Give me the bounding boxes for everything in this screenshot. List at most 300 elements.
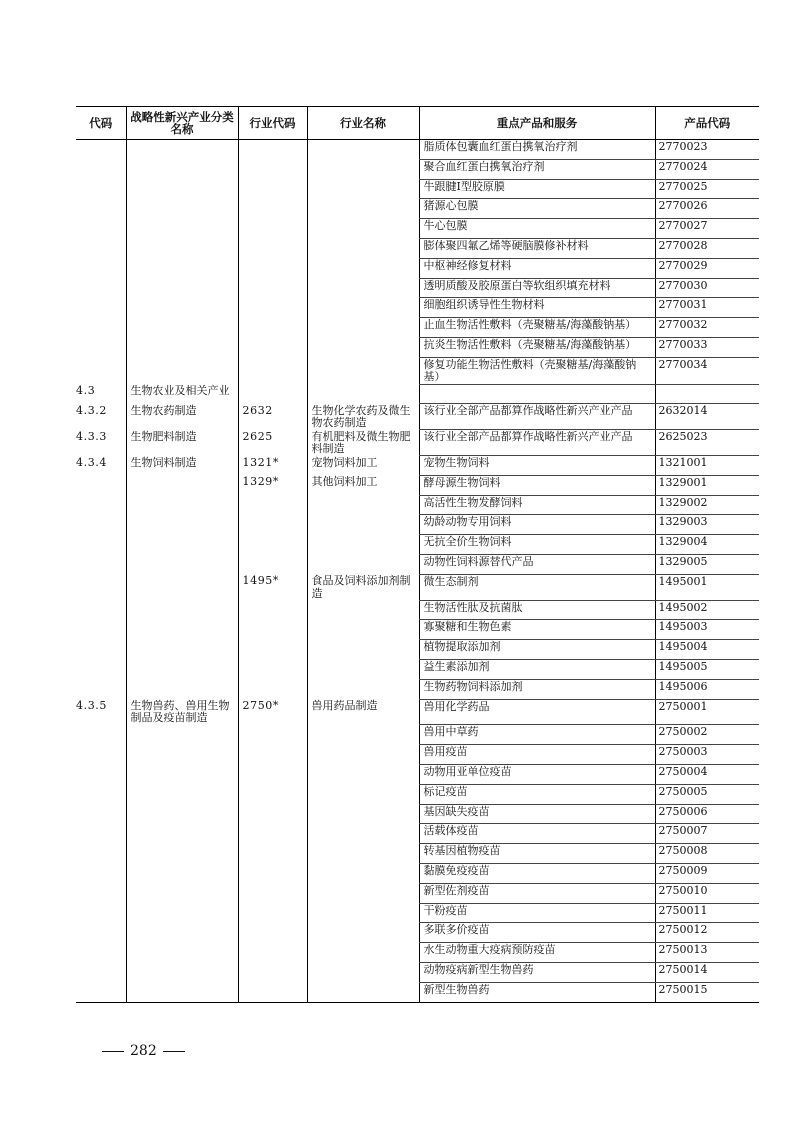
row-category — [126, 863, 238, 883]
row-industry-code — [238, 620, 307, 640]
row-category — [126, 679, 238, 699]
row-code — [76, 258, 126, 278]
row-product-code: 1495004 — [655, 640, 759, 660]
row-code — [76, 318, 126, 338]
row-product-code: 2770025 — [655, 179, 759, 199]
table-row — [76, 337, 759, 357]
table-row — [76, 943, 759, 963]
table-row — [76, 600, 759, 620]
row-product: 无抗全价生物饲料 — [419, 535, 655, 555]
footer-dash-right — [163, 1051, 185, 1052]
row-product: 植物提取添加剂 — [419, 640, 655, 660]
table-row — [76, 278, 759, 298]
table-row — [76, 764, 759, 784]
row-industry-name — [307, 804, 419, 824]
table-row — [76, 804, 759, 824]
row-product-code: 2770029 — [655, 258, 759, 278]
row-industry-code: 2625 — [238, 430, 307, 456]
row-product-code — [655, 384, 759, 404]
row-category — [126, 238, 238, 258]
row-product: 幼龄动物专用饲料 — [419, 515, 655, 535]
row-industry-code — [238, 725, 307, 745]
row-category — [126, 659, 238, 679]
row-category: 生物饲料制造 — [126, 456, 238, 476]
row-code — [76, 140, 126, 160]
table-row — [76, 298, 759, 318]
row-product: 牛心包膜 — [419, 219, 655, 239]
row-code — [76, 903, 126, 923]
table-row — [76, 238, 759, 258]
table-row — [76, 140, 759, 160]
row-product: 生物活性肽及抗菌肽 — [419, 600, 655, 620]
row-code: 4.3.4 — [76, 455, 107, 469]
row-product-code: 2770031 — [655, 298, 759, 318]
table-row — [76, 384, 759, 404]
row-industry-name — [307, 923, 419, 943]
table-row — [76, 883, 759, 903]
row-product: 动物疫病新型生物兽药 — [419, 962, 655, 982]
row-code — [76, 620, 126, 640]
header-industry-name: 行业名称 — [307, 107, 419, 140]
row-product: 聚合血红蛋白携氧治疗剂 — [419, 159, 655, 179]
row-industry-code — [238, 140, 307, 160]
row-category — [126, 640, 238, 660]
row-industry-name — [307, 824, 419, 844]
row-industry-code — [238, 159, 307, 179]
header-industry-code: 行业代码 — [238, 107, 307, 140]
row-product: 兽用疫苗 — [419, 745, 655, 765]
table-body — [76, 140, 759, 1003]
row-product-code: 2750005 — [655, 784, 759, 804]
table-row — [76, 640, 759, 660]
row-industry-name — [307, 962, 419, 982]
row-industry-code — [238, 962, 307, 982]
footer-dash-left — [102, 1051, 124, 1052]
row-code — [76, 943, 126, 963]
row-industry-name — [307, 219, 419, 239]
table-row — [76, 824, 759, 844]
row-product-code: 2750009 — [655, 863, 759, 883]
row-industry-code — [238, 238, 307, 258]
row-product-code: 1329004 — [655, 535, 759, 555]
row-industry-name — [307, 745, 419, 765]
row-product: 新型佐剂疫苗 — [419, 883, 655, 903]
row-product: 微生态制剂 — [419, 574, 655, 600]
row-product-code: 2632014 — [655, 404, 759, 430]
row-category — [126, 357, 238, 384]
row-product: 牛跟腱Ⅰ型胶原膜 — [419, 179, 655, 199]
row-product: 多联多价疫苗 — [419, 923, 655, 943]
table-row — [76, 903, 759, 923]
row-product-code: 2750014 — [655, 962, 759, 982]
table-row — [76, 357, 759, 384]
header-product: 重点产品和服务 — [419, 107, 655, 140]
row-industry-name — [307, 640, 419, 660]
row-industry-name — [307, 515, 419, 535]
row-code — [76, 600, 126, 620]
row-industry-code — [238, 804, 307, 824]
row-industry-code — [238, 554, 307, 574]
row-product: 中枢神经修复材料 — [419, 258, 655, 278]
row-industry-code: 1321* — [238, 456, 307, 476]
row-industry-code — [238, 337, 307, 357]
row-product-code: 2770033 — [655, 337, 759, 357]
row-industry-code — [238, 384, 307, 404]
row-code — [76, 298, 126, 318]
row-industry-name — [307, 384, 419, 404]
row-industry-code — [238, 600, 307, 620]
row-product-code: 2750013 — [655, 943, 759, 963]
header-product-code: 产品代码 — [655, 107, 759, 140]
row-industry-name: 兽用药品制造 — [307, 699, 419, 725]
row-category — [126, 495, 238, 515]
row-industry-name — [307, 199, 419, 219]
table-row — [76, 982, 759, 1002]
row-product: 新型生物兽药 — [419, 982, 655, 1002]
row-code — [76, 357, 126, 384]
row-code — [76, 219, 126, 239]
row-product-code: 2750001 — [655, 699, 759, 725]
row-industry-code — [238, 298, 307, 318]
row-industry-name — [307, 495, 419, 515]
row-category — [126, 982, 238, 1002]
row-industry-code — [238, 318, 307, 338]
row-product: 修复功能生物活性敷料（壳聚糖基/海藻酸钠基） — [419, 357, 655, 384]
row-industry-code — [238, 903, 307, 923]
table-row — [76, 554, 759, 574]
row-product-code: 2770026 — [655, 199, 759, 219]
row-industry-code — [238, 640, 307, 660]
row-product-code: 1495006 — [655, 679, 759, 699]
row-product: 该行业全部产品都算作战略性新兴产业产品 — [419, 430, 655, 456]
row-code — [76, 923, 126, 943]
row-industry-code — [238, 923, 307, 943]
row-category — [126, 258, 238, 278]
row-category — [126, 824, 238, 844]
row-product-code: 2750011 — [655, 903, 759, 923]
row-product-code: 2750010 — [655, 883, 759, 903]
row-product: 脂质体包囊血红蛋白携氧治疗剂 — [419, 140, 655, 160]
row-industry-code — [238, 535, 307, 555]
table-row — [76, 923, 759, 943]
table-row — [76, 219, 759, 239]
row-product-code: 2750007 — [655, 824, 759, 844]
row-industry-name — [307, 784, 419, 804]
row-category — [126, 883, 238, 903]
table-row — [76, 404, 759, 430]
row-code: 4.3.5 — [76, 699, 107, 713]
row-industry-name — [307, 337, 419, 357]
row-category — [126, 278, 238, 298]
row-product: 转基因植物疫苗 — [419, 844, 655, 864]
row-code: 4.3.3 — [76, 429, 107, 443]
row-code — [76, 962, 126, 982]
row-product-code: 1329005 — [655, 554, 759, 574]
row-product-code: 2770034 — [655, 357, 759, 384]
row-product — [419, 384, 655, 404]
row-industry-code: 1495* — [238, 574, 307, 600]
row-product: 兽用中草药 — [419, 725, 655, 745]
row-industry-code — [238, 844, 307, 864]
table-row — [76, 745, 759, 765]
table-row — [76, 318, 759, 338]
row-code — [76, 535, 126, 555]
row-product-code: 2750008 — [655, 844, 759, 864]
row-industry-name — [307, 554, 419, 574]
row-industry-code — [238, 357, 307, 384]
header-category: 战略性新兴产业分类名称 — [126, 107, 238, 140]
row-industry-code — [238, 745, 307, 765]
row-category — [126, 219, 238, 239]
row-industry-name — [307, 620, 419, 640]
table-row — [76, 159, 759, 179]
row-category — [126, 475, 238, 495]
table-row — [76, 863, 759, 883]
row-category — [126, 337, 238, 357]
row-product-code: 2750012 — [655, 923, 759, 943]
table-row — [76, 475, 759, 495]
row-code — [76, 745, 126, 765]
classification-table-page — [76, 106, 759, 1003]
row-product: 膨体聚四氟乙烯等硬脑膜修补材料 — [419, 238, 655, 258]
row-product-code: 2770027 — [655, 219, 759, 239]
table-row — [76, 515, 759, 535]
row-category — [126, 943, 238, 963]
row-industry-name — [307, 535, 419, 555]
row-code — [76, 883, 126, 903]
table-row — [76, 574, 759, 600]
table-row — [76, 962, 759, 982]
row-product-code: 2750006 — [655, 804, 759, 824]
row-code — [76, 982, 126, 1002]
row-category — [126, 600, 238, 620]
row-industry-name: 生物化学农药及微生物农药制造 — [307, 404, 419, 430]
row-industry-name — [307, 179, 419, 199]
row-product: 动物性饲料源替代产品 — [419, 554, 655, 574]
row-industry-name — [307, 140, 419, 160]
row-code — [76, 574, 126, 600]
row-category — [126, 179, 238, 199]
row-category — [126, 903, 238, 923]
row-product-code: 2770028 — [655, 238, 759, 258]
row-industry-name — [307, 600, 419, 620]
row-category: 生物农业及相关产业 — [126, 384, 238, 404]
row-category — [126, 962, 238, 982]
row-industry-code — [238, 679, 307, 699]
row-industry-name — [307, 278, 419, 298]
row-industry-name — [307, 903, 419, 923]
row-code — [76, 679, 126, 699]
table-row — [76, 535, 759, 555]
row-product-code: 1329001 — [655, 475, 759, 495]
row-code: 4.3.2 — [76, 403, 107, 417]
row-product: 猪源心包膜 — [419, 199, 655, 219]
table-row — [76, 784, 759, 804]
row-code — [76, 337, 126, 357]
row-industry-name — [307, 982, 419, 1002]
row-industry-name — [307, 725, 419, 745]
row-code — [76, 199, 126, 219]
row-industry-code — [238, 659, 307, 679]
row-category — [126, 745, 238, 765]
row-category: 生物兽药、兽用生物制品及疫苗制造 — [126, 699, 238, 725]
row-industry-name — [307, 159, 419, 179]
row-product-code: 2750002 — [655, 725, 759, 745]
row-category — [126, 923, 238, 943]
row-category — [126, 554, 238, 574]
row-code — [76, 784, 126, 804]
table-row — [76, 844, 759, 864]
row-product-code: 1495001 — [655, 574, 759, 600]
row-code — [76, 278, 126, 298]
row-code — [76, 863, 126, 883]
row-product-code: 2770032 — [655, 318, 759, 338]
row-industry-code — [238, 495, 307, 515]
row-product-code: 2750003 — [655, 745, 759, 765]
row-product-code: 2625023 — [655, 430, 759, 456]
row-industry-name — [307, 659, 419, 679]
row-code — [76, 159, 126, 179]
row-industry-name — [307, 258, 419, 278]
row-code — [76, 659, 126, 679]
row-product-code: 2770023 — [655, 140, 759, 160]
row-category — [126, 318, 238, 338]
header-code: 代码 — [76, 107, 126, 140]
page-footer — [96, 1043, 191, 1059]
row-code — [76, 824, 126, 844]
row-code — [76, 804, 126, 824]
row-industry-code — [238, 219, 307, 239]
classification-table — [76, 106, 759, 1003]
row-product: 干粉疫苗 — [419, 903, 655, 923]
row-product: 水生动物重大疫病预防疫苗 — [419, 943, 655, 963]
row-product-code: 1495002 — [655, 600, 759, 620]
row-industry-name: 宠物饲料加工 — [307, 456, 419, 476]
row-industry-name — [307, 863, 419, 883]
row-code — [76, 640, 126, 660]
row-code — [76, 764, 126, 784]
table-row — [76, 620, 759, 640]
row-industry-name — [307, 298, 419, 318]
row-industry-code: 2632 — [238, 404, 307, 430]
row-industry-code — [238, 824, 307, 844]
row-industry-code — [238, 278, 307, 298]
row-product: 益生素添加剂 — [419, 659, 655, 679]
row-product-code: 1329003 — [655, 515, 759, 535]
row-category — [126, 535, 238, 555]
row-industry-code — [238, 764, 307, 784]
row-industry-name — [307, 238, 419, 258]
row-category — [126, 298, 238, 318]
row-product: 基因缺失疫苗 — [419, 804, 655, 824]
row-product: 该行业全部产品都算作战略性新兴产业产品 — [419, 404, 655, 430]
row-code — [76, 238, 126, 258]
row-product-code: 2750004 — [655, 764, 759, 784]
row-product: 活载体疫苗 — [419, 824, 655, 844]
row-code: 4.3 — [76, 384, 96, 398]
row-industry-name — [307, 357, 419, 384]
row-code — [76, 725, 126, 745]
row-product-code: 2770024 — [655, 159, 759, 179]
table-row — [76, 699, 759, 725]
row-product: 细胞组织诱导性生物材料 — [419, 298, 655, 318]
row-industry-code — [238, 179, 307, 199]
table-row — [76, 258, 759, 278]
table-row — [76, 495, 759, 515]
table-row — [76, 659, 759, 679]
row-category — [126, 620, 238, 640]
row-industry-name: 其他饲料加工 — [307, 475, 419, 495]
row-code — [76, 475, 126, 495]
row-category — [126, 764, 238, 784]
row-product-code: 1329002 — [655, 495, 759, 515]
table-row — [76, 199, 759, 219]
row-product: 标记疫苗 — [419, 784, 655, 804]
row-product-code: 2750015 — [655, 982, 759, 1002]
row-product: 生物药物饲料添加剂 — [419, 679, 655, 699]
row-product: 兽用化学药品 — [419, 699, 655, 725]
row-category — [126, 159, 238, 179]
row-industry-code — [238, 883, 307, 903]
row-category — [126, 199, 238, 219]
row-code — [76, 844, 126, 864]
row-product: 动物用亚单位疫苗 — [419, 764, 655, 784]
row-category — [126, 574, 238, 600]
row-product: 高活性生物发酵饲料 — [419, 495, 655, 515]
row-category — [126, 725, 238, 745]
row-industry-code — [238, 258, 307, 278]
row-product: 止血生物活性敷料（壳聚糖基/海藻酸钠基） — [419, 318, 655, 338]
row-category: 生物肥料制造 — [126, 430, 238, 456]
table-row — [76, 430, 759, 456]
table-row — [76, 725, 759, 745]
row-category — [126, 515, 238, 535]
row-category — [126, 784, 238, 804]
row-code — [76, 179, 126, 199]
row-product-code: 1495005 — [655, 659, 759, 679]
row-category — [126, 844, 238, 864]
row-product-code: 1321001 — [655, 456, 759, 476]
row-industry-name — [307, 883, 419, 903]
row-industry-name — [307, 679, 419, 699]
row-industry-name: 有机肥料及微生物肥料制造 — [307, 430, 419, 456]
row-industry-code — [238, 863, 307, 883]
row-product-code: 2770030 — [655, 278, 759, 298]
row-product: 宠物生物饲料 — [419, 456, 655, 476]
row-product: 抗炎生物活性敷料（壳聚糖基/海藻酸钠基） — [419, 337, 655, 357]
table-row — [76, 179, 759, 199]
row-code — [76, 554, 126, 574]
row-code — [76, 495, 126, 515]
row-product: 寡聚糖和生物色素 — [419, 620, 655, 640]
row-industry-code — [238, 784, 307, 804]
row-industry-name — [307, 844, 419, 864]
row-industry-name — [307, 318, 419, 338]
row-category — [126, 140, 238, 160]
row-product: 黏膜免疫疫苗 — [419, 863, 655, 883]
page-number: 282 — [130, 1043, 157, 1059]
row-product: 透明质酸及胶原蛋白等软组织填充材料 — [419, 278, 655, 298]
row-category — [126, 804, 238, 824]
row-product: 酵母源生物饲料 — [419, 475, 655, 495]
table-row — [76, 456, 759, 476]
row-industry-name — [307, 943, 419, 963]
row-industry-code: 2750* — [238, 699, 307, 725]
row-industry-code — [238, 515, 307, 535]
row-industry-code — [238, 943, 307, 963]
row-product-code: 1495003 — [655, 620, 759, 640]
row-industry-name — [307, 764, 419, 784]
